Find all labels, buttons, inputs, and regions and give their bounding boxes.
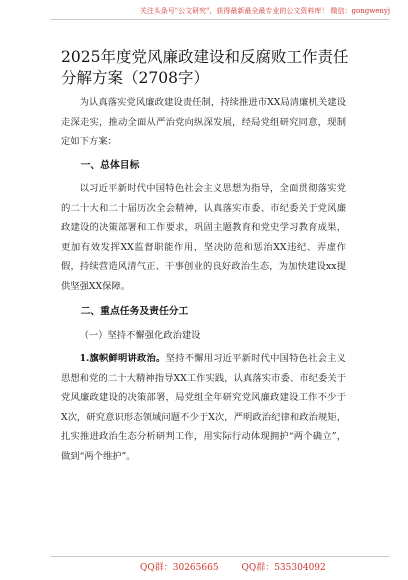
header-divider xyxy=(50,19,390,20)
footer-divider xyxy=(50,556,390,557)
document-body xyxy=(61,93,346,466)
task-item-1-body: 坚持不懈用习近平新时代中国特色社会主义思想和党的二十大精神指导XX工作实践，认真落实市委、市纪委关于党风廉政建设的决策部署，局党组全年研究党风廉政建设工作不少于X次，研究意识形态领域问题不少于X次，严明政治纪律和政治规矩，扎实推进政治生态分析研判工作，用实际行动体现拥护“两个确立”，做到“两个维护”。 xyxy=(61,353,346,462)
qq-group-2: QQ群：535304092 xyxy=(241,563,326,573)
header-promo-note: 关注头条号"公文研究"，获得最新最全最专业的公文资料库！ 微信：gongwenyj xyxy=(139,7,390,15)
qq-group-1: QQ群：30265665 xyxy=(140,563,219,573)
section-heading-key-tasks: 二、重点任务及责任分工 xyxy=(80,306,189,317)
intro-paragraph: 为认真落实党风廉政建设责任制，持续推进市XX局清廉机关建设走深走实，推动全面从严治党向纵深发展，经局党组研究同意，现制定如下方案： xyxy=(61,97,346,147)
subsection-heading-political-building: （一）坚持不懈强化政治建设 xyxy=(79,329,201,341)
document-title: 2025年度党风廉政建设和反腐败工作责任分解方案（2708字） xyxy=(61,48,349,87)
overall-goal-paragraph: 以习近平新时代中国特色社会主义思想为指导，全面贯彻落实党的二十大和二十届历次全会精神，认真落实市委、市纪委关于党风廉政建设的决策部署和工作要求，巩固主题教育和党史学习教育成果，更加有效发挥XX监督职能作用，坚决防范和惩治XX违纪、弄虚作假，持续营造风清气正、干事创业的良好政治生态，为加快建设xx提供坚强XX保障。 xyxy=(61,183,346,292)
footer-contact xyxy=(140,560,346,573)
task-item-1-lead: 1.旗帜鲜明讲政治。 xyxy=(79,353,166,364)
section-heading-overall-goal: 一、总体目标 xyxy=(80,159,140,171)
task-item-1 xyxy=(61,349,346,466)
